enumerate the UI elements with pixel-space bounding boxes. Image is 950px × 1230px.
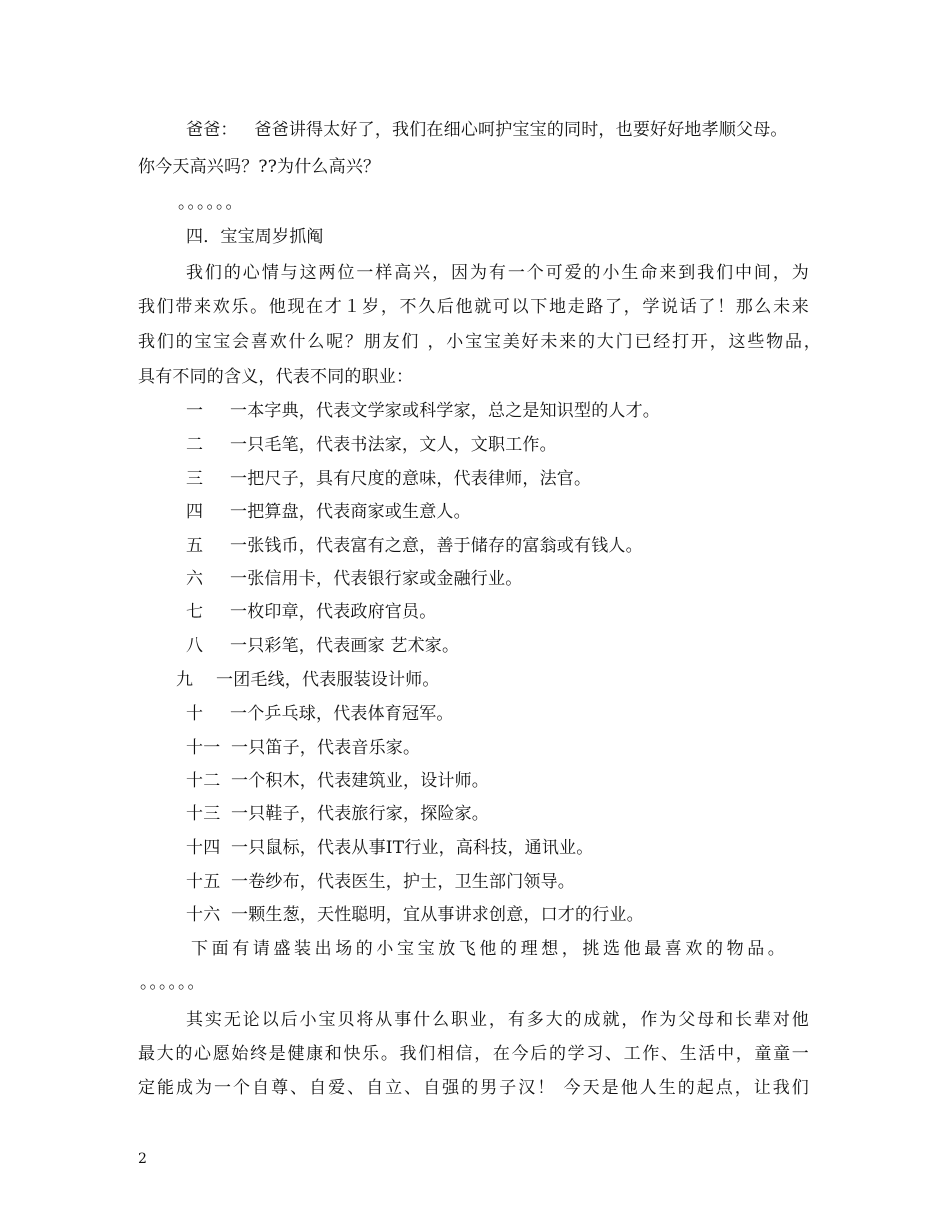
item-number: 十二 xyxy=(186,771,221,791)
item-number: 九 xyxy=(176,670,194,690)
item-text: 一个乒乓球，代表体育冠军。 xyxy=(230,704,454,724)
item-text: 一颗生葱，天性聪明，宜从事讲求创意，口才的行业。 xyxy=(231,905,644,925)
list-item xyxy=(186,770,489,792)
ellipsis: 。。。。。。 xyxy=(178,193,244,213)
item-number: 十三 xyxy=(186,804,221,824)
list-item xyxy=(186,904,644,926)
list-item xyxy=(186,434,557,456)
item-number: 十六 xyxy=(186,905,221,925)
item-number: 十 xyxy=(186,704,204,724)
item-text: 一只彩笔，代表画家 艺术家。 xyxy=(230,636,460,656)
paragraph-line: 最大的心愿始终是健康和快乐。我们相信，在今后的学习、工作、生活中，童童一 xyxy=(138,1044,809,1064)
item-number: 十五 xyxy=(186,872,221,892)
list-item xyxy=(186,601,436,623)
paragraph-line: 定能成为一个自尊、自爱、自立、自强的男子汉！ 今天是他人生的起点，让我们 xyxy=(138,1078,809,1098)
list-item xyxy=(186,737,420,759)
item-number: 二 xyxy=(186,435,204,455)
dialogue-line xyxy=(186,119,788,141)
item-text: 一只笛子，代表音乐家。 xyxy=(231,738,421,758)
list-item xyxy=(186,400,660,422)
paragraph-line: 我们带来欢乐。他现在才１岁，不久后他就可以下地走路了，学说话了！那么未来 xyxy=(138,297,809,317)
list-item xyxy=(186,535,643,557)
list-item xyxy=(186,501,471,523)
list-item xyxy=(186,837,593,859)
item-text: 一只毛笔，代表书法家，文人，文职工作。 xyxy=(230,435,557,455)
paragraph-line: 我们的宝宝会喜欢什么呢？朋友们 ，小宝宝美好未来的大门已经打开，这些物品， xyxy=(138,332,821,352)
dialogue-text: 爸爸讲得太好了，我们在细心呵护宝宝的同时，也要好好地孝顺父母。 xyxy=(254,120,788,140)
paragraph-line: 我们的心情与这两位一样高兴，因为有一个可爱的小生命来到我们中间，为 xyxy=(186,263,809,283)
page-number: 2 xyxy=(138,1151,147,1167)
list-item xyxy=(186,568,522,590)
item-text: 一把算盘，代表商家或生意人。 xyxy=(230,502,471,522)
section-title: 四．宝宝周岁抓阄 xyxy=(186,227,324,247)
item-number: 一 xyxy=(186,401,204,421)
item-text: 一张信用卡，代表银行家或金融行业。 xyxy=(230,569,523,589)
paragraph-line: 其实无论以后小宝贝将从事什么职业，有多大的成就，作为父母和长辈对他 xyxy=(186,1010,809,1030)
list-item xyxy=(186,468,591,490)
item-text: 一只鞋子，代表旅行家，探险家。 xyxy=(231,804,489,824)
dialogue-speaker: 爸爸： xyxy=(186,120,238,140)
invite-line: 下面有请盛装出场的小宝宝放飞他的理想，挑选他最喜欢的物品。 xyxy=(191,939,789,959)
item-text: 一枚印章，代表政府官员。 xyxy=(230,602,437,622)
dialogue-continuation: 你今天高兴吗？??为什么高兴？ xyxy=(138,157,381,177)
item-text: 一本字典，代表文学家或科学家，总之是知识型的人才。 xyxy=(230,401,660,421)
list-item xyxy=(186,803,489,825)
item-number: 六 xyxy=(186,569,204,589)
item-text: 一团毛线，代表服装设计师。 xyxy=(216,670,440,690)
item-number: 十四 xyxy=(186,838,221,858)
item-text: 一个积木，代表建筑业，设计师。 xyxy=(231,771,489,791)
item-number: 十一 xyxy=(186,738,221,758)
item-number: 五 xyxy=(186,536,204,556)
item-number: 七 xyxy=(186,602,204,622)
paragraph-line: 具有不同的含义，代表不同的职业： xyxy=(138,367,414,387)
list-item xyxy=(176,669,440,691)
list-item xyxy=(186,871,575,893)
item-text: 一卷纱布，代表医生，护士，卫生部门领导。 xyxy=(231,872,575,892)
ellipsis: 。。。。。。 xyxy=(140,973,206,993)
item-text: 一张钱币，代表富有之意，善于储存的富翁或有钱人。 xyxy=(230,536,643,556)
list-item xyxy=(186,703,454,725)
item-text: 一只鼠标，代表从事IT行业，高科技，通讯业。 xyxy=(231,838,594,858)
item-number: 四 xyxy=(186,502,204,522)
item-text: 一把尺子，具有尺度的意味，代表律师，法官。 xyxy=(230,469,592,489)
item-number: 三 xyxy=(186,469,204,489)
list-item xyxy=(186,635,459,657)
item-number: 八 xyxy=(186,636,204,656)
